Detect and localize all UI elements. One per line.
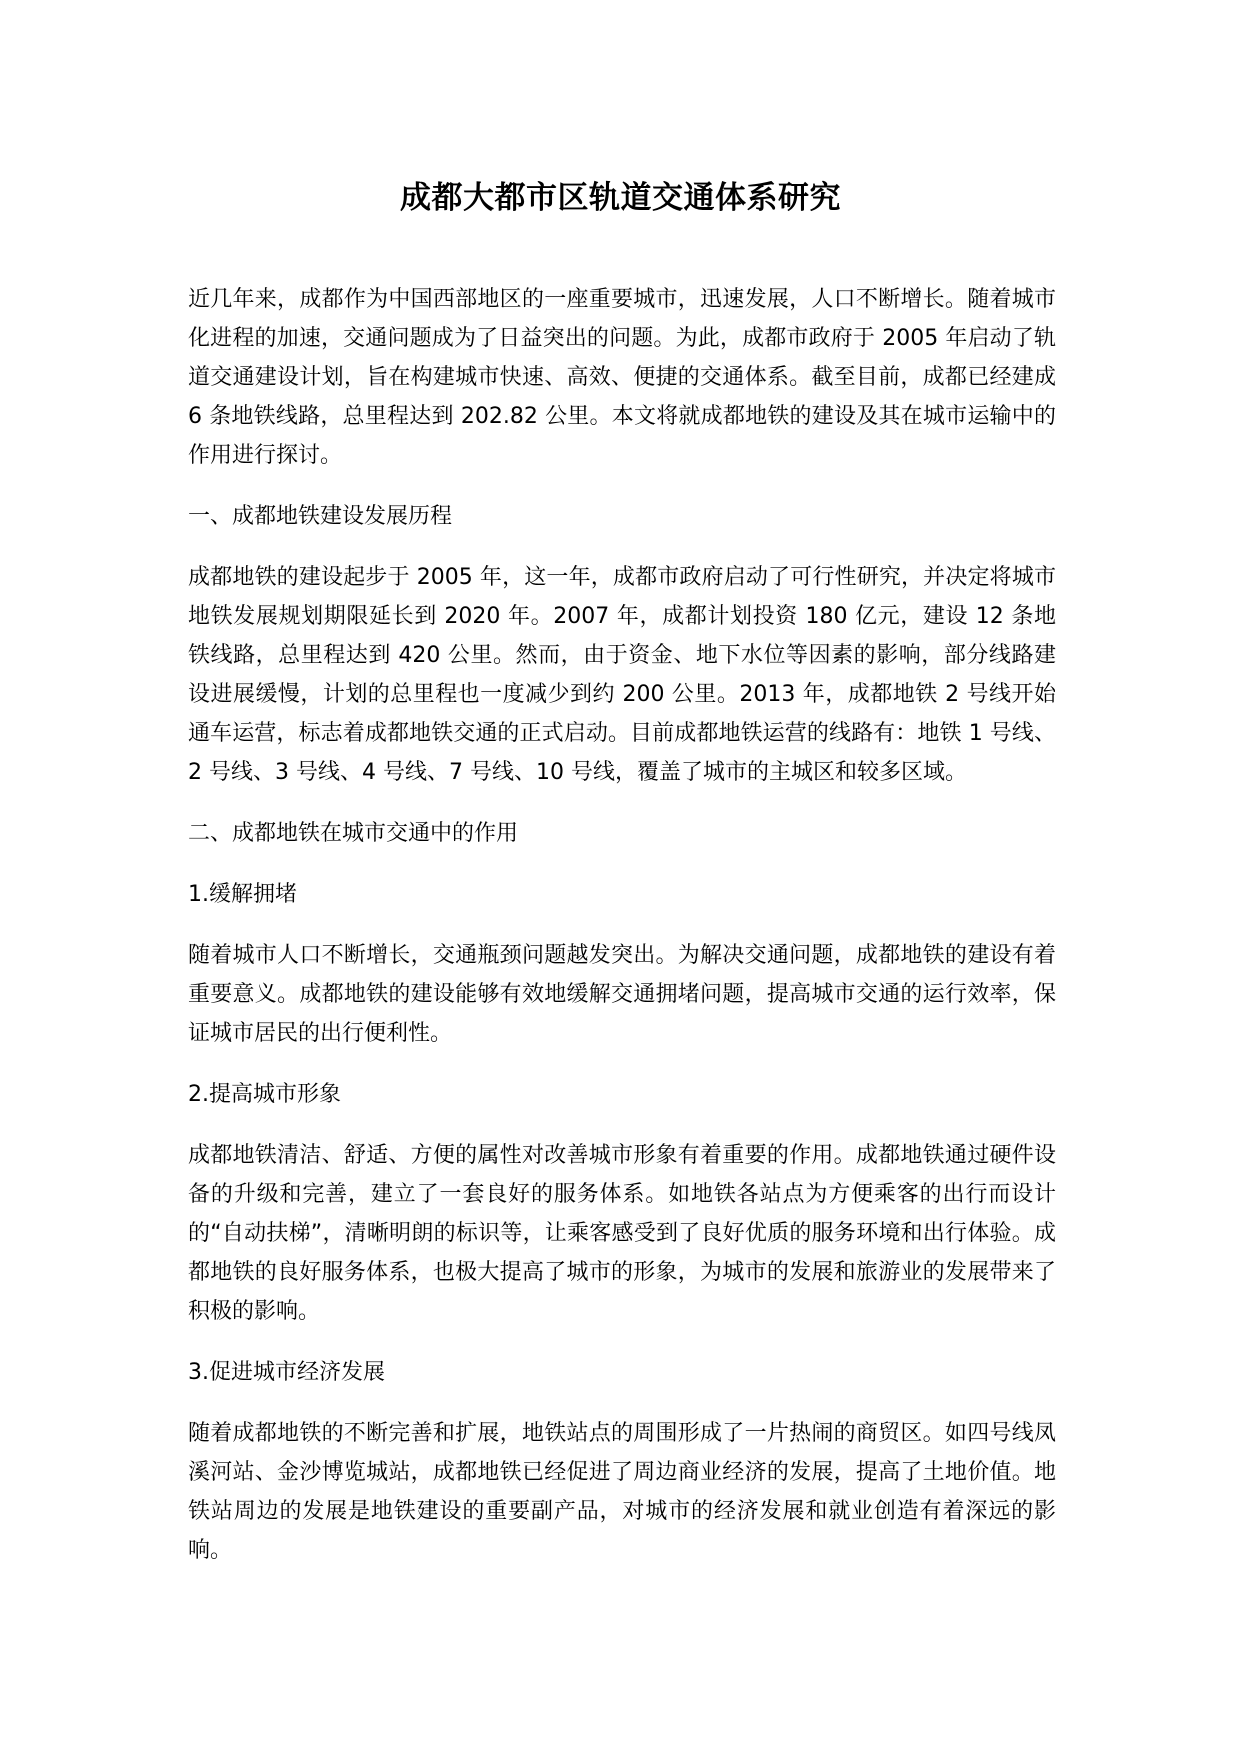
section-heading-history: 一、成都地铁建设发展历程 [188,504,453,529]
subheading-congestion: 1.缓解拥堵 [188,882,297,907]
subheading-city-image: 2.提高城市形象 [188,1082,341,1107]
document-title: 成都大都市区轨道交通体系研究 [400,180,841,216]
intro-paragraph: 近几年来，成都作为中国西部地区的一座重要城市，迅速发展，人口不断增长。随着城市化进程的加速，交通问题成为了日益突出的问题。为此，成都市政府于 2005 年启动了轨道交通建设计划，旨在构建城市快速、高效、便捷的交通体系。截至目前，成都已经建成 6 条地铁线路，总里程达到 202.82 公里。本文将就成都地铁的建设及其在城市运输中的作用进行探讨。 [188,287,1056,468]
economy-paragraph: 随着成都地铁的不断完善和扩展，地铁站点的周围形成了一片热闹的商贸区。如四号线凤溪河站、金沙博览城站，成都地铁已经促进了周边商业经济的发展，提高了土地价值。地铁站周边的发展是地铁建设的重要副产品，对城市的经济发展和就业创造有着深远的影响。 [188,1421,1056,1563]
document-body [188,280,1056,1592]
congestion-paragraph: 随着城市人口不断增长，交通瓶颈问题越发突出。为解决交通问题，成都地铁的建设有着重要意义。成都地铁的建设能够有效地缓解交通拥堵问题，提高城市交通的运行效率，保证城市居民的出行便利性。 [188,943,1056,1046]
section-heading-role: 二、成都地铁在城市交通中的作用 [188,821,519,846]
history-paragraph: 成都地铁的建设起步于 2005 年，这一年，成都市政府启动了可行性研究，并决定将城市地铁发展规划期限延长到 2020 年。2007 年，成都计划投资 180 亿元，建设 12 条地铁线路，总里程达到 420 公里。然而，由于资金、地下水位等因素的影响，部分线路建设进展缓慢，计划的总里程也一度减少到约 200 公里。2013 年，成都地铁 2 号线开始通车运营，标志着成都地铁交通的正式启动。目前成都地铁运营的线路有：地铁 1 号线、2 号线、3 号线、4 号线、7 号线、10 号线，覆盖了城市的主城区和较多区域。 [188,565,1056,785]
subheading-economy: 3.促进城市经济发展 [188,1360,385,1385]
city-image-paragraph: 成都地铁清洁、舒适、方便的属性对改善城市形象有着重要的作用。成都地铁通过硬件设备的升级和完善，建立了一套良好的服务体系。如地铁各站点为方便乘客的出行而设计的“自动扶梯”，清晰明朗的标识等，让乘客感受到了良好优质的服务环境和出行体验。成都地铁的良好服务体系，也极大提高了城市的形象，为城市的发展和旅游业的发展带来了积极的影响。 [188,1143,1056,1324]
